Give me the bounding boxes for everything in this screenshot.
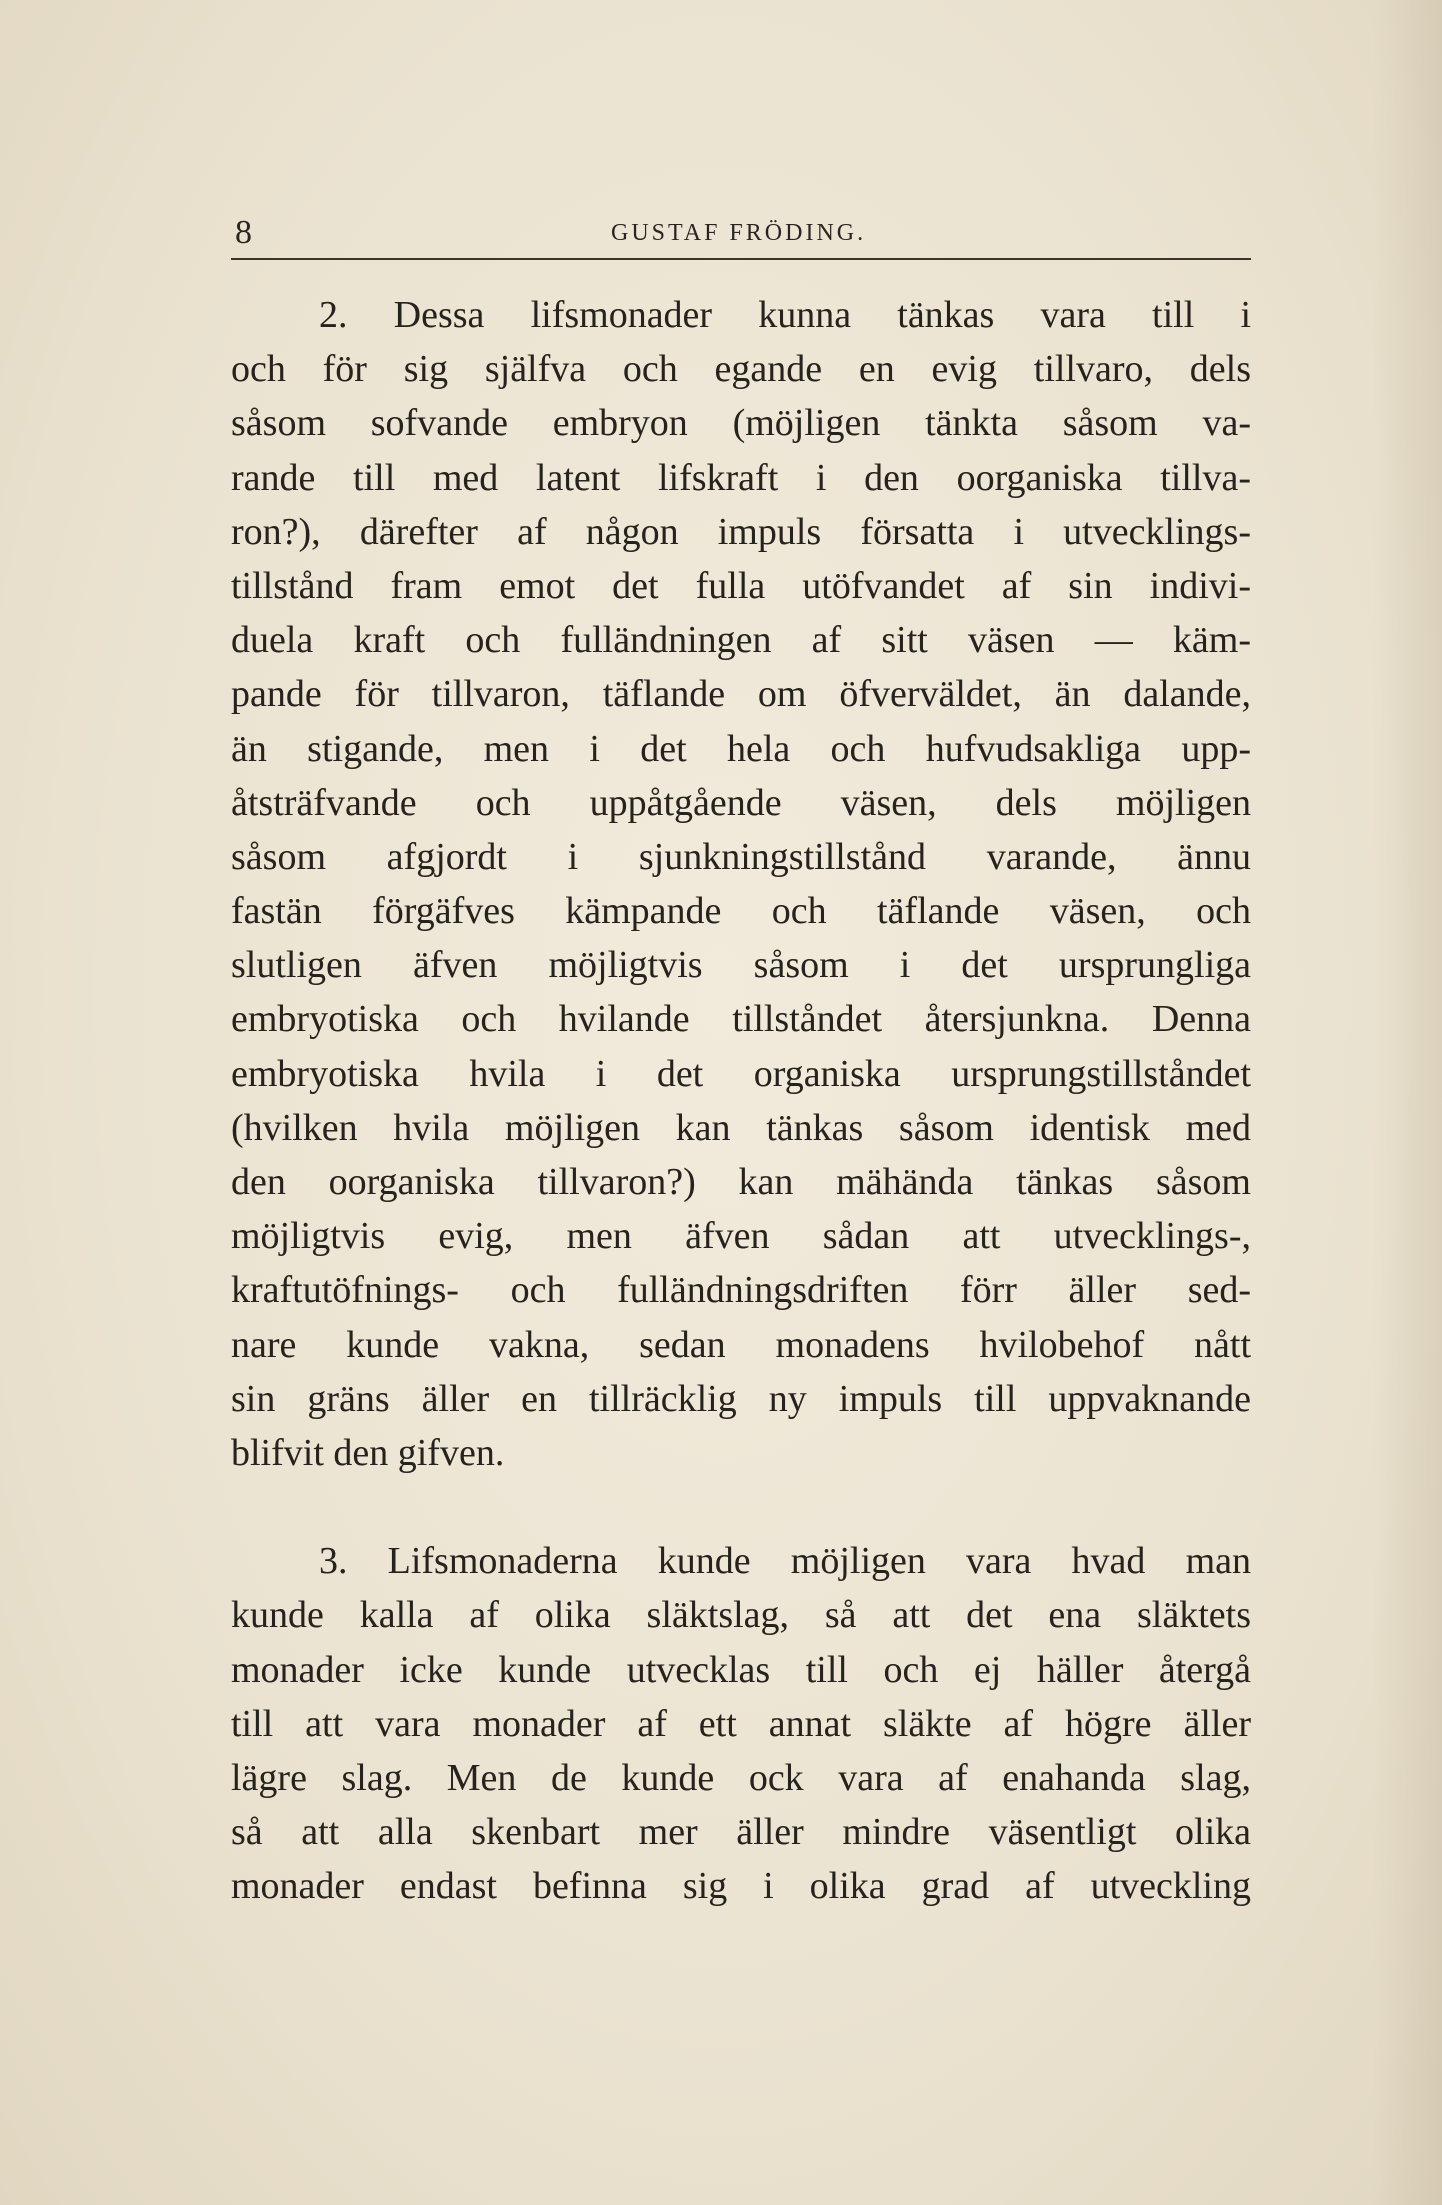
paragraph-gap <box>231 1480 1251 1534</box>
text-line: nare kunde vakna, sedan monadens hvilobehof nått <box>231 1323 1251 1366</box>
page-number: 8 <box>235 214 252 251</box>
text-line: monader endast befinna sig i olika grad af utveckling <box>231 1865 1251 1908</box>
text-line: blifvit den gifven. <box>231 1431 505 1474</box>
paragraph-3 <box>231 1534 1251 1913</box>
text-line: slutligen äfven möjligtvis såsom i det ursprungliga <box>231 944 1251 987</box>
text-line: än stigande, men i det hela och hufvudsakliga upp- <box>231 727 1251 770</box>
text-line: (hvilken hvila möjligen kan tänkas såsom identisk med <box>231 1106 1251 1149</box>
text-line: 2. Dessa lifsmonader kunna tänkas vara till i <box>319 294 1251 336</box>
body-text <box>231 288 1251 1913</box>
text-line: och för sig själfva och egande en evig tillvaro, dels <box>231 348 1251 391</box>
text-line: ron?), därefter af någon impuls försatta i utvecklings- <box>231 510 1251 553</box>
text-line: duela kraft och fulländningen af sitt väsen — käm- <box>231 619 1251 662</box>
text-line: lägre slag. Men de kunde ock vara af enahanda slag, <box>231 1756 1251 1799</box>
text-line: 3. Lifsmonaderna kunde möjligen vara hvad man <box>319 1540 1251 1583</box>
text-line: fastän förgäfves kämpande och täflande väsen, och <box>231 890 1251 933</box>
page-edge-shadow <box>1372 0 1442 2205</box>
text-line: tillstånd fram emot det fulla utöfvandet af sin indivi- <box>231 564 1251 607</box>
text-line: monader icke kunde utvecklas till och ej häller återgå <box>231 1648 1251 1691</box>
text-line: den oorganiska tillvaron?) kan mähända tänkas såsom <box>231 1161 1251 1203</box>
text-line: embryotiska och hvilande tillståndet återsjunkna. Denna <box>231 998 1251 1041</box>
text-line: embryotiska hvila i det organiska ursprungstillståndet <box>231 1052 1251 1095</box>
text-line: kraftutöfnings- och fulländningsdriften förr äller sed- <box>231 1269 1251 1312</box>
text-line: kunde kalla af olika släktslag, så att det ena släktets <box>231 1594 1251 1637</box>
text-line: till att vara monader af ett annat släkte af högre äller <box>231 1702 1251 1745</box>
running-head: GUSTAF FRÖDING. <box>611 220 867 246</box>
text-line: sin gräns äller en tillräcklig ny impuls till uppvaknande <box>231 1377 1251 1420</box>
paragraph-2 <box>231 288 1251 1480</box>
text-line: åtsträfvande och uppåtgående väsen, dels möjligen <box>231 781 1251 824</box>
page-header <box>231 208 1251 260</box>
text-line: rande till med latent lifskraft i den oorganiska tillva- <box>231 456 1251 499</box>
text-line: möjligtvis evig, men äfven sådan att utvecklings-, <box>231 1215 1251 1258</box>
text-line: såsom sofvande embryon (möjligen tänkta såsom va- <box>231 402 1251 445</box>
text-line: pande för tillvaron, täflande om öfverväldet, än dalande, <box>231 673 1251 716</box>
text-line: såsom afgjordt i sjunkningstillstånd varande, ännu <box>231 835 1251 878</box>
text-line: så att alla skenbart mer äller mindre väsentligt olika <box>231 1811 1251 1854</box>
